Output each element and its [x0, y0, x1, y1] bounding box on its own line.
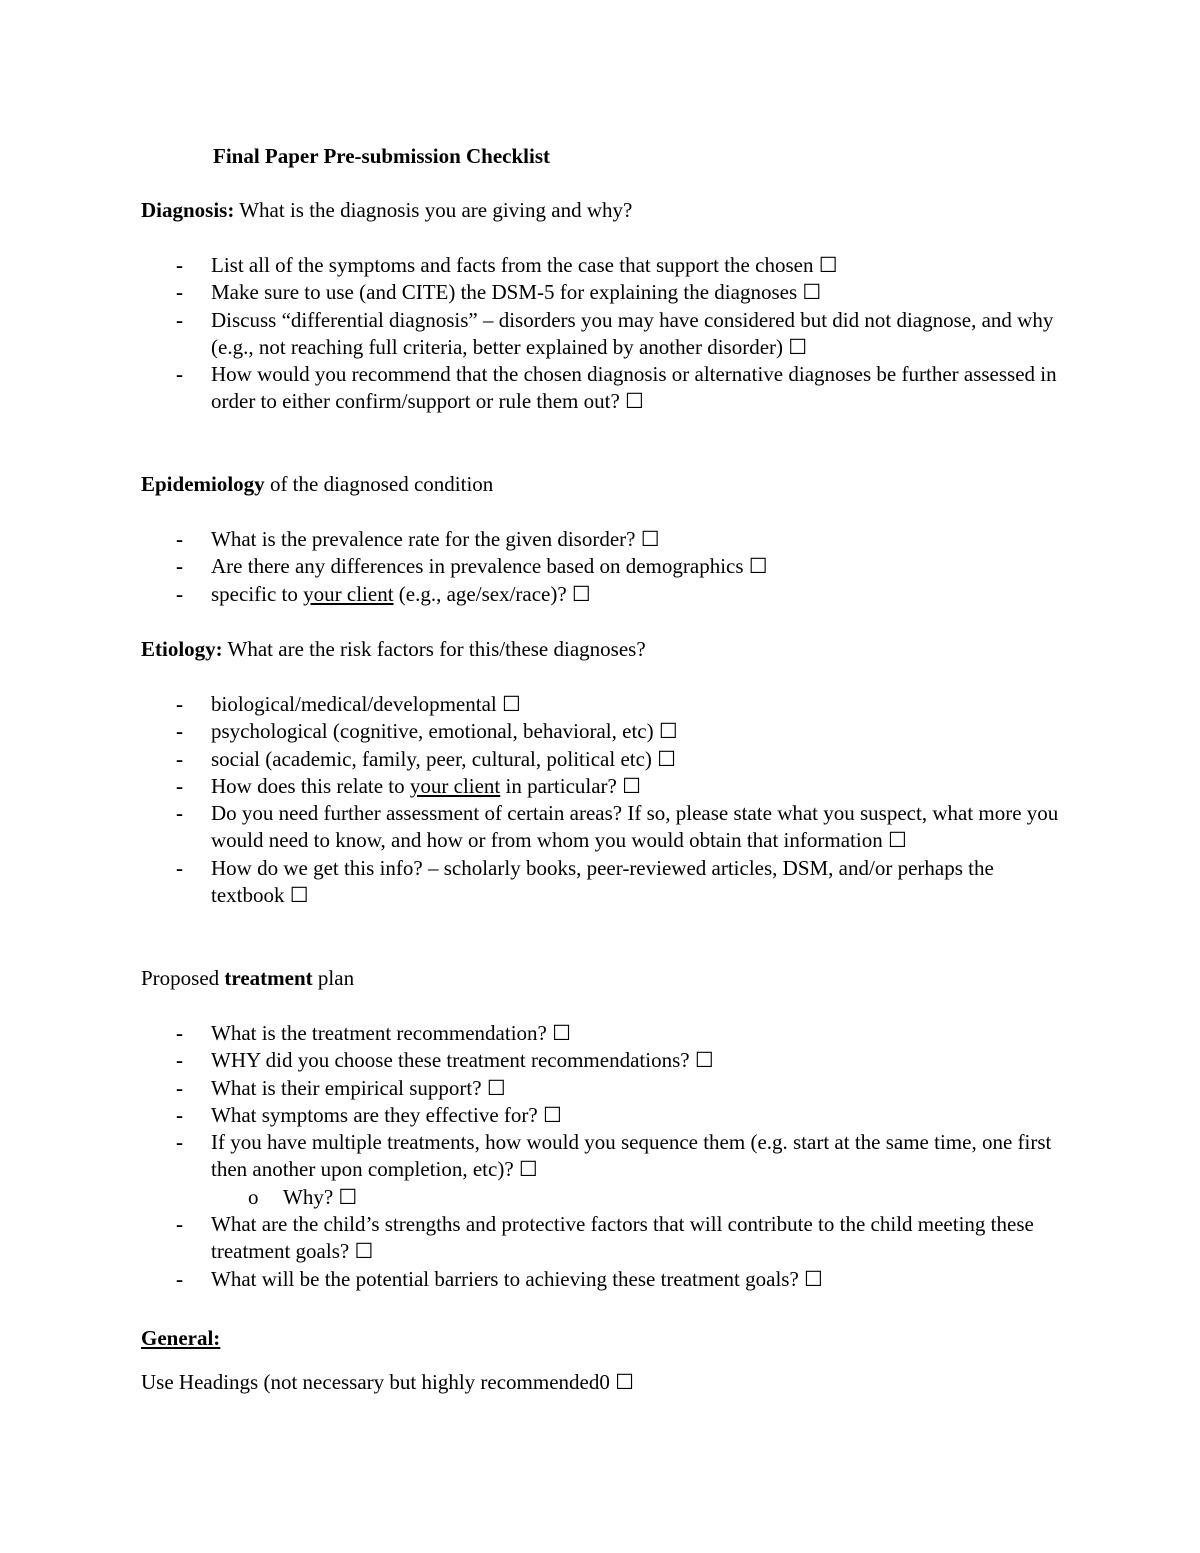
etiology-checklist	[0, 691, 1061, 909]
dash-bullet: -	[176, 1075, 183, 1100]
list-item	[0, 1129, 1061, 1184]
list-item-text: Discuss “differential diagnosis” – disorders you may have considered but did not diagnose, and why (e.g., not reaching full criteria, better explained by another disorder) ☐	[211, 307, 1054, 359]
list-item-text: Why? ☐	[283, 1184, 358, 1209]
dash-bullet: -	[176, 801, 183, 826]
sub-list-item	[0, 1184, 1133, 1211]
list-item-text: What will be the potential barriers to achieving these treatment goals? ☐	[211, 1266, 823, 1291]
list-item	[0, 718, 1061, 745]
list-item	[0, 800, 1061, 855]
list-item-text: specific to	[211, 581, 304, 606]
etiology-label: Etiology:	[141, 637, 223, 661]
dash-bullet: -	[176, 1266, 183, 1291]
list-item-text: What is the prevalence rate for the given disorder? ☐	[211, 527, 660, 551]
list-item	[0, 691, 1061, 718]
your-client-underlined: your client	[303, 581, 394, 606]
list-item	[0, 1047, 1061, 1074]
list-item-text: What is their empirical support? ☐	[211, 1075, 506, 1100]
list-item	[0, 279, 1061, 306]
list-item-text: What symptoms are they effective for? ☐	[211, 1102, 562, 1127]
diagnosis-label: Diagnosis:	[141, 198, 235, 222]
etiology-question: What are the risk factors for this/these diagnoses?	[222, 637, 646, 661]
dash-bullet: -	[176, 1130, 183, 1155]
general-text: Use Headings (not necessary but highly recommended0 ☐	[141, 1370, 634, 1394]
diagnosis-question: What is the diagnosis you are giving and why?	[234, 198, 633, 222]
list-item-text: Do you need further assessment of certain areas? If so, please state what you suspect, what more you would need to know, and how or from whom you would obtain that information ☐	[211, 801, 1059, 853]
general-label: General:	[141, 1326, 221, 1350]
dash-bullet: -	[176, 581, 183, 606]
dash-bullet: -	[176, 527, 183, 551]
dash-bullet: -	[176, 719, 183, 744]
diagnosis-checklist	[0, 252, 1061, 416]
list-item	[0, 361, 1061, 416]
list-item-text: (e.g., age/sex/race)? ☐	[393, 581, 591, 606]
dash-bullet: -	[176, 307, 183, 332]
list-item	[0, 855, 1061, 910]
etiology-heading	[141, 636, 646, 663]
dash-bullet: -	[176, 253, 183, 277]
list-item-text: How would you recommend that the chosen diagnosis or alternative diagnoses be further assessed in order to either confirm/support or rule them out? ☐	[211, 362, 1057, 414]
treatment-checklist	[0, 1020, 1133, 1293]
list-item-text: If you have multiple treatments, how would you sequence them (e.g. start at the same time, one first then another upon completion, etc)? ☐	[211, 1130, 1052, 1182]
dash-bullet: -	[176, 1048, 183, 1073]
list-item	[0, 553, 1061, 580]
epidemiology-label: Epidemiology	[141, 472, 265, 496]
list-item-text: WHY did you choose these treatment recommendations? ☐	[211, 1048, 714, 1073]
list-item	[0, 1266, 1061, 1293]
general-heading	[141, 1325, 220, 1352]
list-item	[0, 1211, 1061, 1266]
list-item-text: How does this relate to	[211, 773, 410, 798]
list-item-text: social (academic, family, peer, cultural, political etc) ☐	[211, 746, 676, 771]
circle-bullet: o	[248, 1184, 259, 1209]
list-item	[0, 252, 1061, 279]
list-item-text: List all of the symptoms and facts from the case that support the chosen ☐	[211, 253, 838, 277]
epidemiology-checklist	[0, 526, 1061, 608]
dash-bullet: -	[176, 280, 183, 305]
dash-bullet: -	[176, 554, 183, 579]
treatment-label: treatment	[224, 966, 313, 990]
list-item	[0, 773, 1061, 800]
list-item	[0, 746, 1061, 773]
list-item-text: Make sure to use (and CITE) the DSM-5 for explaining the diagnoses ☐	[211, 280, 822, 305]
list-item-text: What are the child’s strengths and protective factors that will contribute to the child meeting these treatment goals? ☐	[211, 1212, 1034, 1264]
dash-bullet: -	[176, 773, 183, 798]
list-item-text: Are there any differences in prevalence based on demographics ☐	[211, 554, 768, 579]
list-item	[0, 581, 1061, 608]
list-item-text: biological/medical/developmental ☐	[211, 692, 521, 716]
dash-bullet: -	[176, 692, 183, 716]
dash-bullet: -	[176, 746, 183, 771]
epidemiology-rest: of the diagnosed condition	[264, 472, 494, 496]
dash-bullet: -	[176, 362, 183, 387]
dash-bullet: -	[176, 1212, 183, 1237]
list-item	[0, 1102, 1061, 1129]
treatment-heading	[141, 965, 354, 992]
list-item-text: in particular? ☐	[500, 773, 641, 798]
list-item	[0, 307, 1061, 362]
treatment-post: plan	[312, 966, 355, 990]
page-title: Final Paper Pre-submission Checklist	[213, 144, 550, 168]
list-item-text: psychological (cognitive, emotional, behavioral, etc) ☐	[211, 719, 678, 744]
dash-bullet: -	[176, 1021, 183, 1045]
list-item	[0, 1020, 1061, 1047]
epidemiology-heading	[141, 471, 493, 498]
diagnosis-heading	[141, 197, 632, 224]
list-item-text: How do we get this info? – scholarly books, peer-reviewed articles, DSM, and/or perhaps the textbook ☐	[211, 855, 994, 908]
list-item	[0, 1075, 1061, 1102]
list-item-text: What is the treatment recommendation? ☐	[211, 1021, 571, 1045]
dash-bullet: -	[176, 855, 183, 880]
list-item	[0, 526, 1061, 553]
treatment-pre: Proposed	[141, 966, 225, 990]
your-client-underlined: your client	[409, 773, 501, 798]
dash-bullet: -	[176, 1102, 183, 1127]
